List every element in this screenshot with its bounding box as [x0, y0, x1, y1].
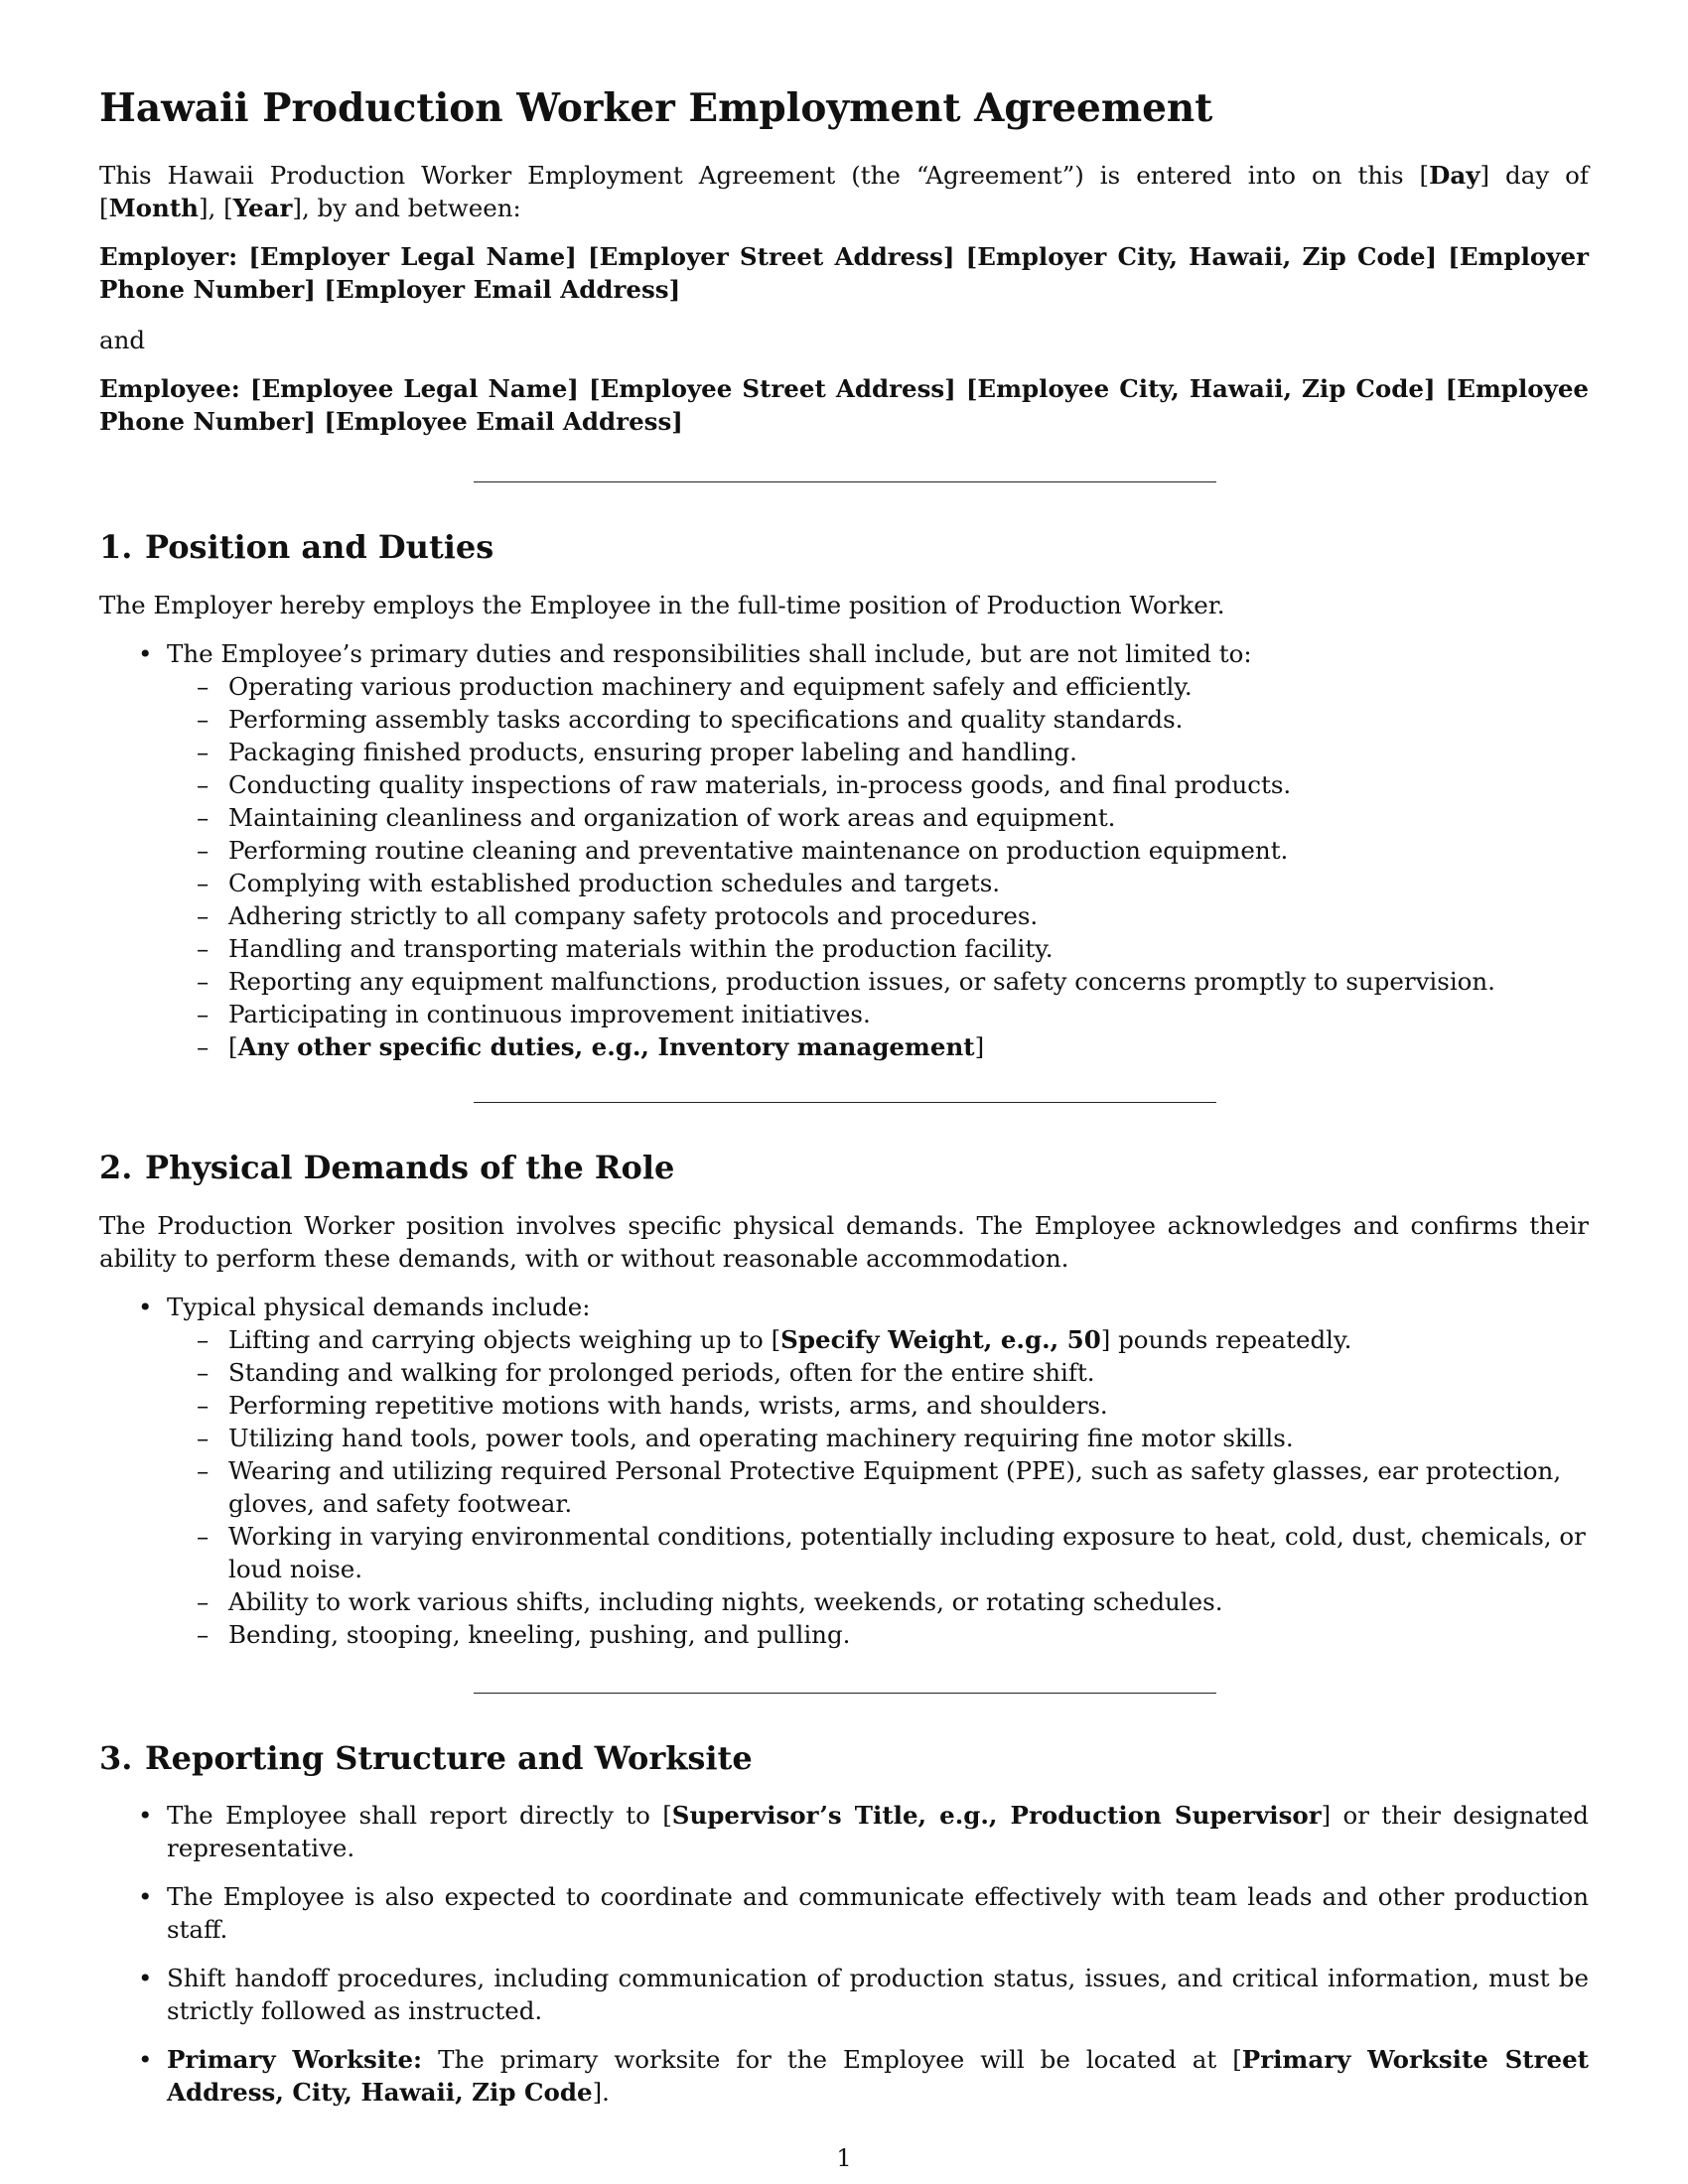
list-item: • Shift handoff procedures, including communication of production status, issues, and critical information, must be strictly followed as instructed. [99, 1962, 1589, 2027]
list-item: – Operating various production machinery and equipment safely and efficiently. [167, 670, 1589, 703]
list-item: • The Employee’s primary duties and responsibilities shall include, but are not limited to: – Operating various production machinery and equipment safely and efficiently. – Performing assembly tasks according to specifications and quality standards. – Packaging finished products, ensuring proper labeling and handling. – Conducting quality inspections of raw materials, in-process goods, and final products. – Maintaining cleanliness and organization of work areas and equipment. – Performing routine cleaning and preventative maintenance on production equipment. – Complying with established production schedules and targets. – Adhering strictly to all company safety protocols and procedures. – Handling and transporting materials within the production facility. – Reporting any equipment malfunctions, production issues, or safety concerns promptly to supervision. – Participating in continuous improvement initiatives. – [Any other specific duties, e.g., Inventory management] [99, 637, 1589, 1063]
section-1-heading: 1. Position and Duties [99, 528, 494, 566]
worksite-placeholder: Primary Worksite Street Address, City, Hawaii, Zip Code [167, 2045, 1589, 2107]
employee-details: [Employee Legal Name] [Employee Street Address] [Employee City, Hawaii, Zip Code] [Employee Phone Number] [Employee Email Address] [99, 374, 1589, 436]
section-3-list [99, 1799, 1589, 2124]
list-item: – Performing repetitive motions with hands, wrists, arms, and shoulders. [167, 1389, 1589, 1422]
section-divider [474, 481, 1216, 482]
list-item: – Complying with established production schedules and targets. [167, 867, 1589, 899]
section-2-heading: 2. Physical Demands of the Role [99, 1149, 675, 1186]
other-duties-placeholder: Any other specific duties, e.g., Inventory management [237, 1032, 975, 1061]
list-item: – Performing assembly tasks according to specifications and quality standards. [167, 703, 1589, 736]
list-item: – Working in varying environmental conditions, potentially including exposure to heat, cold, dust, chemicals, or loud noise. [167, 1520, 1589, 1585]
employer-block [99, 240, 1589, 306]
list-item: • Primary Worksite: The primary worksite for the Employee will be located at [Primary Worksite Street Address, City, Hawaii, Zip Code]. [99, 2043, 1589, 2109]
duties-list [167, 670, 1589, 1063]
list-item: • The Employee is also expected to coordinate and communicate effectively with team leads and other production staff. [99, 1880, 1589, 1946]
list-item: – Maintaining cleanliness and organization of work areas and equipment. [167, 801, 1589, 834]
physical-demands-list [167, 1323, 1589, 1651]
employer-label: Employer: [99, 242, 238, 271]
page-number: 1 [836, 2144, 852, 2172]
section-1-list [99, 637, 1589, 1063]
section-divider [474, 1693, 1216, 1694]
list-item: – Handling and transporting materials within the production facility. [167, 932, 1589, 965]
list-item: – Reporting any equipment malfunctions, production issues, or safety concerns promptly to supervision. [167, 965, 1589, 998]
list-item: – Performing routine cleaning and preventative maintenance on production equipment. [167, 834, 1589, 867]
employee-label: Employee: [99, 374, 240, 403]
list-item: – Adhering strictly to all company safety protocols and procedures. [167, 899, 1589, 932]
list-item: – Conducting quality inspections of raw materials, in-process goods, and final products. [167, 768, 1589, 801]
employer-details: [Employer Legal Name] [Employer Street Address] [Employer City, Hawaii, Zip Code] [Employer Phone Number] [Employer Email Address] [99, 242, 1589, 304]
employee-block [99, 372, 1589, 438]
weight-placeholder: Specify Weight, e.g., 50 [780, 1325, 1101, 1354]
list-item: – Utilizing hand tools, power tools, and operating machinery requiring fine motor skills. [167, 1422, 1589, 1454]
section-3-heading: 3. Reporting Structure and Worksite [99, 1739, 753, 1777]
document-title: Hawaii Production Worker Employment Agreement [99, 85, 1213, 131]
list-item: • Typical physical demands include: – Lifting and carrying objects weighing up to [Specify Weight, e.g., 50] pounds repeatedly. – Standing and walking for prolonged periods, often for the entire shift. – Performing repetitive motions with hands, wrists, arms, and shoulders. – Utilizing hand tools, power tools, and operating machinery requiring fine motor skills. – Wearing and utilizing required Personal Protective Equipment (PPE), such as safety glasses, ear protection, gloves, and safety footwear. – Working in varying environmental conditions, potentially including exposure to heat, cold, dust, chemicals, or loud noise. – Ability to work various shifts, including nights, weekends, or rotating schedules. – Bending, stooping, kneeling, pushing, and pulling. [99, 1291, 1589, 1651]
list-item: – Ability to work various shifts, including nights, weekends, or rotating schedules. [167, 1585, 1589, 1618]
list-item: – Participating in continuous improvement initiatives. [167, 998, 1589, 1030]
list-item: – Bending, stooping, kneeling, pushing, and pulling. [167, 1618, 1589, 1651]
month-placeholder: Month [108, 194, 199, 222]
day-placeholder: Day [1429, 161, 1480, 190]
list-item: – [Any other specific duties, e.g., Inventory management] [167, 1030, 1589, 1063]
year-placeholder: Year [232, 194, 293, 222]
list-item: – Wearing and utilizing required Personal Protective Equipment (PPE), such as safety glasses, ear protection, gloves, and safety footwear. [167, 1454, 1589, 1520]
section-2-lead: The Production Worker position involves specific physical demands. The Employee acknowledges and confirms their ability to perform these demands, with or without reasonable accommodation. [99, 1211, 1589, 1273]
and-connector: and [99, 326, 146, 354]
section-1-lead: The Employer hereby employs the Employee in the full-time position of Production Worker. [99, 591, 1225, 619]
section-divider [474, 1102, 1216, 1103]
intro-paragraph: This Hawaii Production Worker Employment Agreement (the “Agreement”) is entered into on this [Day] day of [Month], [Year], by and between: [99, 161, 1589, 222]
list-item: – Packaging finished products, ensuring proper labeling and handling. [167, 736, 1589, 768]
list-item: – Standing and walking for prolonged periods, often for the entire shift. [167, 1356, 1589, 1389]
list-item: • The Employee shall report directly to [Supervisor’s Title, e.g., Production Supervisor] or their designated representative. [99, 1799, 1589, 1864]
list-item: – Lifting and carrying objects weighing up to [Specify Weight, e.g., 50] pounds repeatedly. [167, 1323, 1589, 1356]
supervisor-placeholder: Supervisor’s Title, e.g., Production Supervisor [671, 1801, 1322, 1830]
worksite-label: Primary Worksite: [167, 2045, 423, 2074]
section-2-list [99, 1291, 1589, 1651]
